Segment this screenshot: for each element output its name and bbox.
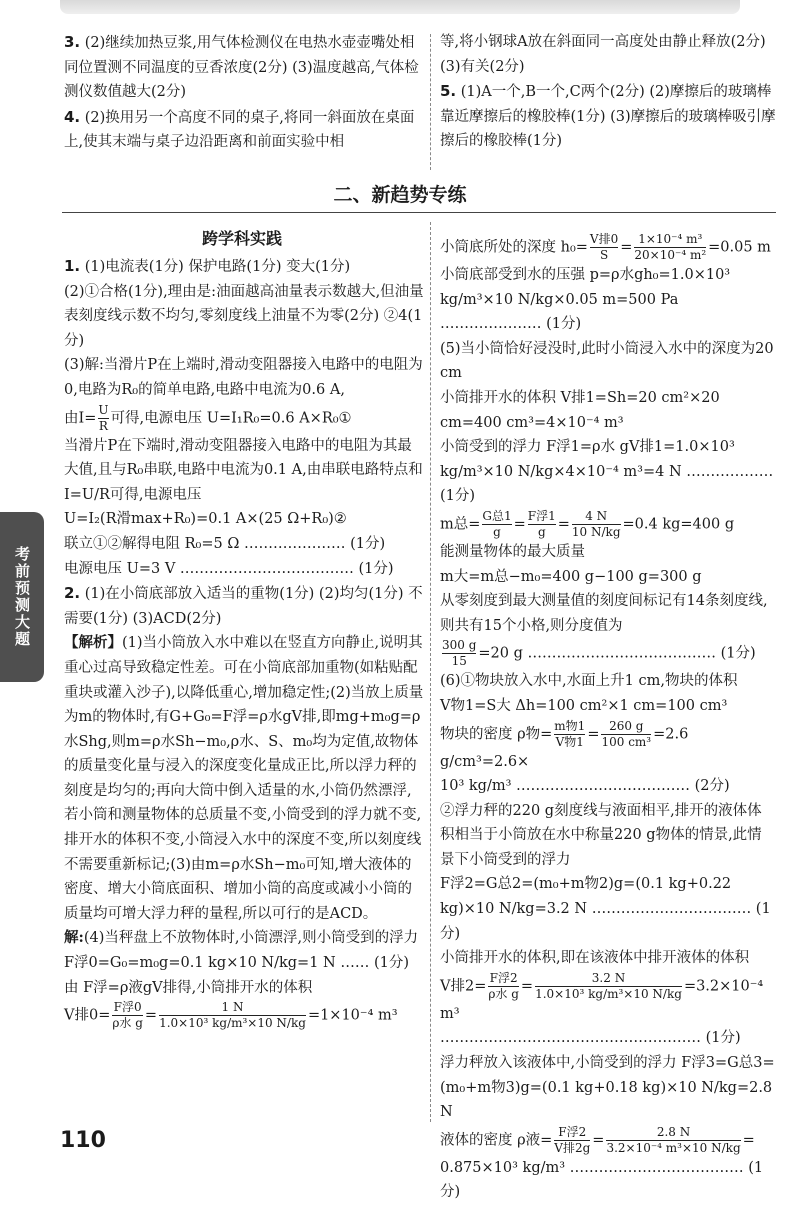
r-line15: ②浮力秤的220 g刻度线与液面相平,排开的液体体积相当于小筒放在水中称量220 g物体的情景,此情景下小筒受到的浮力: [440, 802, 762, 868]
q2-solution-1: 解:(4)当秤盘上不放物体时,小筒漂浮,则小筒受到的浮力: [64, 929, 419, 947]
r-line6: m总= $\frac{\text{G总1}}{g}$ = $\frac{\text{F浮1}}{g}$ = $\frac{4 N}{10 N/kg}$ =0.4 kg=400 g: [440, 508, 735, 539]
q1-line7: 联立①②解得电阻 R₀=5 Ω ………………… (1分): [64, 535, 386, 552]
fraction: $\frac{\text{V排0}}{S}$: [589, 232, 619, 262]
top-right-answers: [440, 30, 776, 154]
q1-line3: (3)解:当滑片P在上端时,滑动变阻器接入电路中的电阻为0,电路为R₀的简单电路,电路中电流为0.6 A,: [64, 357, 423, 398]
r-line21: 液体的密度 ρ液= $\frac{\text{F浮2}}{\text{V排2g}}$ = $\frac{2.8 N}{\text{3.2×10⁻⁴ m³×10 N/kg}}$ =: [440, 1124, 755, 1155]
top-left-answers: [64, 30, 420, 155]
r-line8: m大=m总−m₀=400 g−100 g=300 g: [440, 568, 702, 585]
answer-3: 3. (2)继续加热豆浆,用气体检测仪在电热水壶壶嘴处相同位置测不同温度的豆香浓度(2分) (3)温度越高,气体检测仪数值越大(2分): [64, 33, 419, 101]
fraction: $\frac{\text{F浮2}}{\text{V排2g}}$: [554, 1124, 591, 1155]
r-line16: F浮2=G总2=(m₀+m物2)g=(0.1 kg+0.22 kg)×10 N/kg=3.2 N …………………………… (1分): [440, 876, 771, 942]
r-line1: 小筒底所处的深度 h₀= $\frac{\text{V排0}}{S}$ = $\frac{\text{1×10⁻⁴ m³}}{\text{20×10⁻⁴ m²}}$ =0.05 m: [440, 232, 771, 262]
answer-4-cont: 等,将小钢球A放在斜面同一高度处由静止释放(2分) (3)有关(2分): [440, 34, 766, 75]
r-line22: 0.875×10³ kg/m³ ……………………………… (1分): [440, 1159, 764, 1201]
section-banner: 二、新趋势专练: [333, 184, 467, 206]
r-line7: 能测量物体的最大质量: [440, 543, 585, 560]
fraction: $\frac{\text{1×10⁻⁴ m³}}{\text{20×10⁻⁴ m²}}$: [634, 232, 707, 262]
q2-solution-2: F浮0=G₀=m₀g=0.1 kg×10 N/kg=1 N …… (1分): [64, 955, 409, 972]
fraction: $\frac{\text{F浮0}}{\text{ρ水 g}}$: [112, 1000, 143, 1031]
q1-line5: 当滑片P在下端时,滑动变阻器接入电路中的电阻为其最大值,且与R₀串联,电路中电流为0.1 A,由串联电路特点和I=U/R可得,电源电压: [64, 437, 423, 503]
fraction: $\frac{1 N}{\text{1.0×10³ kg/m³×10 N/kg}}$: [159, 1000, 306, 1031]
column-divider-top: [430, 34, 431, 170]
q1-line6: U=I₂(R滑max+R₀)=0.1 A×(25 Ω+R₀)②: [64, 511, 347, 528]
fraction: $\frac{260 g}{\text{100 cm³}}$: [601, 718, 652, 749]
q1-line2: (2)①合格(1分),理由是:油面越高油量表示数越大,但油量表刻度线示数不均匀,零刻度线上油量不为零(2分) ②4(1分): [64, 283, 424, 349]
page-number: 110: [60, 1128, 106, 1153]
q2-line1: 2. (1)在小筒底部放入适当的重物(1分) (2)均匀(1分) 不需要(1分) (3)ACD(2分): [64, 584, 423, 627]
r-line18: V排2= $\frac{\text{F浮2}}{\text{ρ水 g}}$ = $\frac{3.2 N}{\text{1.0×10³ kg/m³×10 N/kg}}$ =3.2×10⁻⁴ m³: [440, 970, 764, 1022]
r-line5: 小筒受到的浮力 F浮1=ρ水 gV排1=1.0×10³ kg/m³×10 N/kg×4×10⁻⁴ m³=4 N ……………… (1分): [440, 439, 774, 505]
fraction: $\frac{\text{F浮1}}{g}$: [527, 508, 556, 539]
r-line19: ……………………………………………… (1分): [440, 1030, 741, 1047]
fraction: $\frac{4 N}{10 N/kg}$: [571, 508, 621, 539]
fraction: $\frac{300 g}{15}$: [442, 638, 477, 669]
fraction: $\frac{\text{F浮2}}{\text{ρ水 g}}$: [488, 970, 519, 1001]
r-line17: 小筒排开水的体积,即在该液体中排开液体的体积: [440, 950, 750, 967]
q2-solution-3: 由 F浮=ρ液gV排得,小筒排开水的体积: [64, 979, 313, 996]
r-line11: (6)①物块放入水中,水面上升1 cm,物块的体积: [440, 673, 738, 690]
r-line9: 从零刻度到最大测量值的刻度间标记有14条刻度线,则共有15个小格,则分度值为: [440, 593, 768, 634]
column-divider-main: [430, 222, 431, 1122]
banner-underline: [62, 212, 776, 213]
fraction: $\frac{2.8 N}{\text{3.2×10⁻⁴ m³×10 N/kg}}$: [606, 1124, 741, 1155]
fraction: $\frac{3.2 N}{\text{1.0×10³ kg/m³×10 N/kg}}$: [535, 970, 682, 1001]
fraction: $\frac{\text{m物1}}{\text{V物1}}$: [554, 718, 586, 749]
r-line10: $\frac{300 g}{15}$ =20 g ………………………………… (1分): [442, 638, 756, 669]
r-line20: 浮力秤放入该液体中,小筒受到的浮力 F浮3=G总3=(m₀+m物3)g=(0.1 kg+0.18 kg)×10 N/kg=2.8 N: [440, 1055, 775, 1121]
fraction: $\frac{\text{G总1}}{g}$: [482, 508, 512, 539]
answer-4: 4. (2)换用另一个高度不同的桌子,将同一斜面放在桌面上,使其末端与桌子边沿距离和前面实验中相: [64, 107, 415, 151]
subsection-heading: 跨学科实践: [201, 229, 282, 248]
q1-line8: 电源电压 U=3 V ……………………………… (1分): [64, 560, 394, 577]
answer-5: 5. (1)A一个,B一个,C两个(2分) (2)摩擦后的玻璃棒靠近摩擦后的橡胶棒(1分) (3)摩擦后的玻璃棒吸引摩擦后的橡胶棒(1分): [440, 82, 776, 150]
q1-line1: 1. (1)电流表(1分) 保护电路(1分) 变大(1分): [64, 257, 351, 275]
left-column: [64, 254, 424, 1031]
right-column: [440, 232, 776, 1205]
q1-line4: 由I= $\frac{U}{R}$ 可得,电源电压 U=I₁R₀=0.6 A×R₀①: [64, 402, 352, 433]
q2-solution-4: V排0= $\frac{\text{F浮0}}{\text{ρ水 g}}$ = $\frac{1 N}{\text{1.0×10³ kg/m³×10 N/kg}}$ =1×10⁻⁴ m³: [64, 1000, 398, 1031]
r-line2: 小筒底部受到水的压强 p=ρ水gh₀=1.0×10³ kg/m³×10 N/kg×0.05 m=500 Pa ………………… (1分): [440, 267, 731, 333]
r-line12: V物1=S大 Δh=100 cm²×1 cm=100 cm³: [440, 697, 728, 714]
r-line14: 10³ kg/m³ ……………………………… (2分): [440, 778, 730, 795]
r-line3: (5)当小筒恰好浸没时,此时小筒浸入水中的深度为20 cm: [440, 340, 774, 382]
fraction: $\frac{U}{R}$: [98, 402, 109, 433]
q2-analysis: 【解析】(1)当小筒放入水中难以在竖直方向静止,说明其重心过高导致稳定性差。可在小筒底部加重物(如粘贴配重块或灌入沙子),以降低重心,增加稳定性;(2)当放上质量为m的物体时,有G+G₀=F浮=ρ水gV排,即mg+m₀g=ρ水Shg,则m=ρ水Sh−m₀,ρ水、S、m₀均为定值,故物体的质量变化量与浸入的深度变化量成正比,所以浮力秤的刻度是均匀的;再向大筒中倒入适量的水,小筒仍然漂浮,若小筒和测量物体的总质量不变,小筒受到的浮力就不变,排开水的体积不变,小筒浸入水中的深度不变,所以刻度线不需要重新标记;(3)由m=ρ水Sh−m₀可知,增大液体的密度、增大小筒底面积、增加小筒的高度或减小小筒的质量均可增大浮力秤的量程,所以可行的是ACD。: [64, 634, 424, 922]
side-tab-label: 考前预测大题: [0, 512, 44, 682]
top-edge-bar: [60, 0, 740, 14]
r-line4: 小筒排开水的体积 V排1=Sh=20 cm²×20 cm=400 cm³=4×10⁻⁴ m³: [440, 389, 720, 431]
r-line13: 物块的密度 ρ物= $\frac{\text{m物1}}{\text{V物1}}$ = $\frac{260 g}{\text{100 cm³}}$ =2.6 g/cm³=2.6×: [440, 718, 689, 770]
